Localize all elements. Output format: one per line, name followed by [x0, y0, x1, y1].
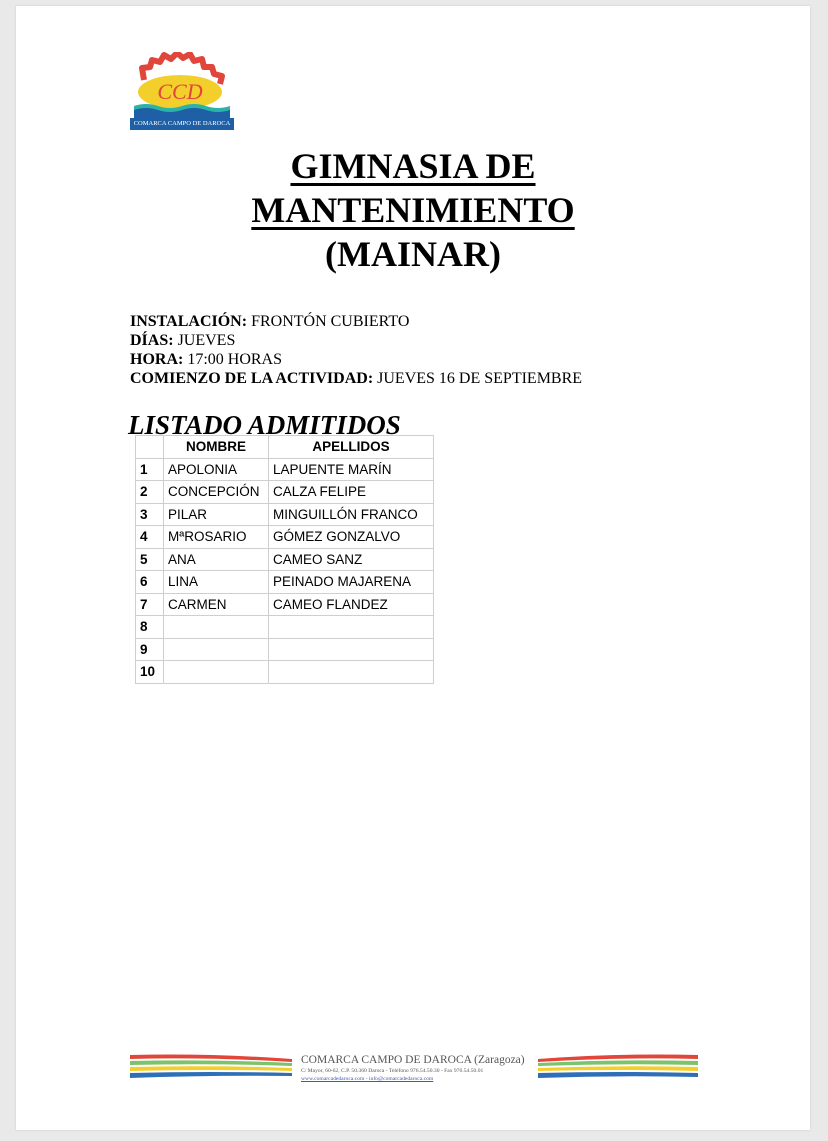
- header-apellidos: APELLIDOS: [269, 436, 434, 459]
- row-apellidos: CALZA FELIPE: [269, 481, 434, 504]
- row-nombre: [164, 616, 269, 639]
- row-num: 7: [136, 593, 164, 616]
- footer-text: [301, 1053, 541, 1083]
- footer-stripes-left: [130, 1053, 292, 1081]
- footer-org: COMARCA CAMPO DE DAROCA (Zaragoza): [301, 1054, 525, 1066]
- title-line-1: GIMNASIA DE: [290, 146, 536, 186]
- logo-caption: COMARCA CAMPO DE DAROCA: [130, 118, 234, 130]
- row-nombre: PILAR: [164, 503, 269, 526]
- header-nombre: NOMBRE: [164, 436, 269, 459]
- comienzo-label: COMIENZO DE LA ACTIVIDAD:: [130, 370, 374, 387]
- row-nombre: CARMEN: [164, 593, 269, 616]
- row-apellidos: CAMEO FLANDEZ: [269, 593, 434, 616]
- document-page: [16, 6, 810, 1130]
- footer-address: C/ Mayor, 60-62, C.P. 50.360 Daroca - Teléfono 976.54.50.30 - Fax 976.54.50.01: [301, 1068, 484, 1074]
- row-apellidos: MINGUILLÓN FRANCO: [269, 503, 434, 526]
- info-hora: [130, 350, 582, 369]
- table-header-row: [136, 436, 434, 459]
- row-apellidos: LAPUENTE MARÍN: [269, 458, 434, 481]
- row-num: 5: [136, 548, 164, 571]
- hora-label: HORA:: [130, 351, 184, 368]
- table-row: [136, 548, 434, 571]
- logo-initials: CCD: [157, 79, 203, 104]
- title-line-3: (MAINAR): [325, 234, 501, 274]
- row-num: 8: [136, 616, 164, 639]
- row-apellidos: [269, 661, 434, 684]
- row-num: 9: [136, 638, 164, 661]
- comienzo-value: JUEVES 16 DE SEPTIEMBRE: [377, 370, 583, 387]
- info-comienzo: [130, 369, 582, 388]
- row-num: 3: [136, 503, 164, 526]
- row-nombre: [164, 638, 269, 661]
- dias-label: DÍAS:: [130, 332, 174, 349]
- row-num: 4: [136, 526, 164, 549]
- table-row: [136, 503, 434, 526]
- info-instalacion: [130, 312, 582, 331]
- info-dias: [130, 331, 582, 350]
- table-row: [136, 526, 434, 549]
- row-nombre: ANA: [164, 548, 269, 571]
- row-apellidos: [269, 638, 434, 661]
- comarca-logo: [130, 52, 234, 132]
- table-row: [136, 638, 434, 661]
- table-row: [136, 571, 434, 594]
- row-num: 1: [136, 458, 164, 481]
- row-apellidos: [269, 616, 434, 639]
- table-row: [136, 616, 434, 639]
- table-row: [136, 458, 434, 481]
- activity-info: [130, 312, 582, 388]
- row-num: 6: [136, 571, 164, 594]
- row-nombre: CONCEPCIÓN: [164, 481, 269, 504]
- table-row: [136, 593, 434, 616]
- table-row: [136, 661, 434, 684]
- row-apellidos: GÓMEZ GONZALVO: [269, 526, 434, 549]
- row-num: 10: [136, 661, 164, 684]
- dias-value: JUEVES: [177, 332, 236, 349]
- document-title: [176, 144, 650, 276]
- admitted-table: [135, 435, 434, 684]
- page-footer: [130, 1053, 698, 1093]
- row-apellidos: PEINADO MAJARENA: [269, 571, 434, 594]
- table-row: [136, 481, 434, 504]
- row-nombre: MªROSARIO: [164, 526, 269, 549]
- footer-stripes-right: [538, 1053, 698, 1081]
- row-num: 2: [136, 481, 164, 504]
- title-line-2: MANTENIMIENTO: [251, 190, 575, 230]
- row-nombre: [164, 661, 269, 684]
- header-num: [136, 436, 164, 459]
- list-title: LISTADO ADMITIDOS: [128, 410, 401, 440]
- instalacion-label: INSTALACIÓN:: [130, 313, 248, 330]
- row-nombre: LINA: [164, 571, 269, 594]
- row-apellidos: CAMEO SANZ: [269, 548, 434, 571]
- hora-value: 17:00 HORAS: [187, 351, 283, 368]
- row-nombre: APOLONIA: [164, 458, 269, 481]
- logo-graphic: [130, 52, 234, 118]
- instalacion-value: FRONTÓN CUBIERTO: [251, 313, 410, 330]
- footer-web-link[interactable]: www.comarcadedaroca.com - info@comarcadedaroca.com: [301, 1076, 434, 1082]
